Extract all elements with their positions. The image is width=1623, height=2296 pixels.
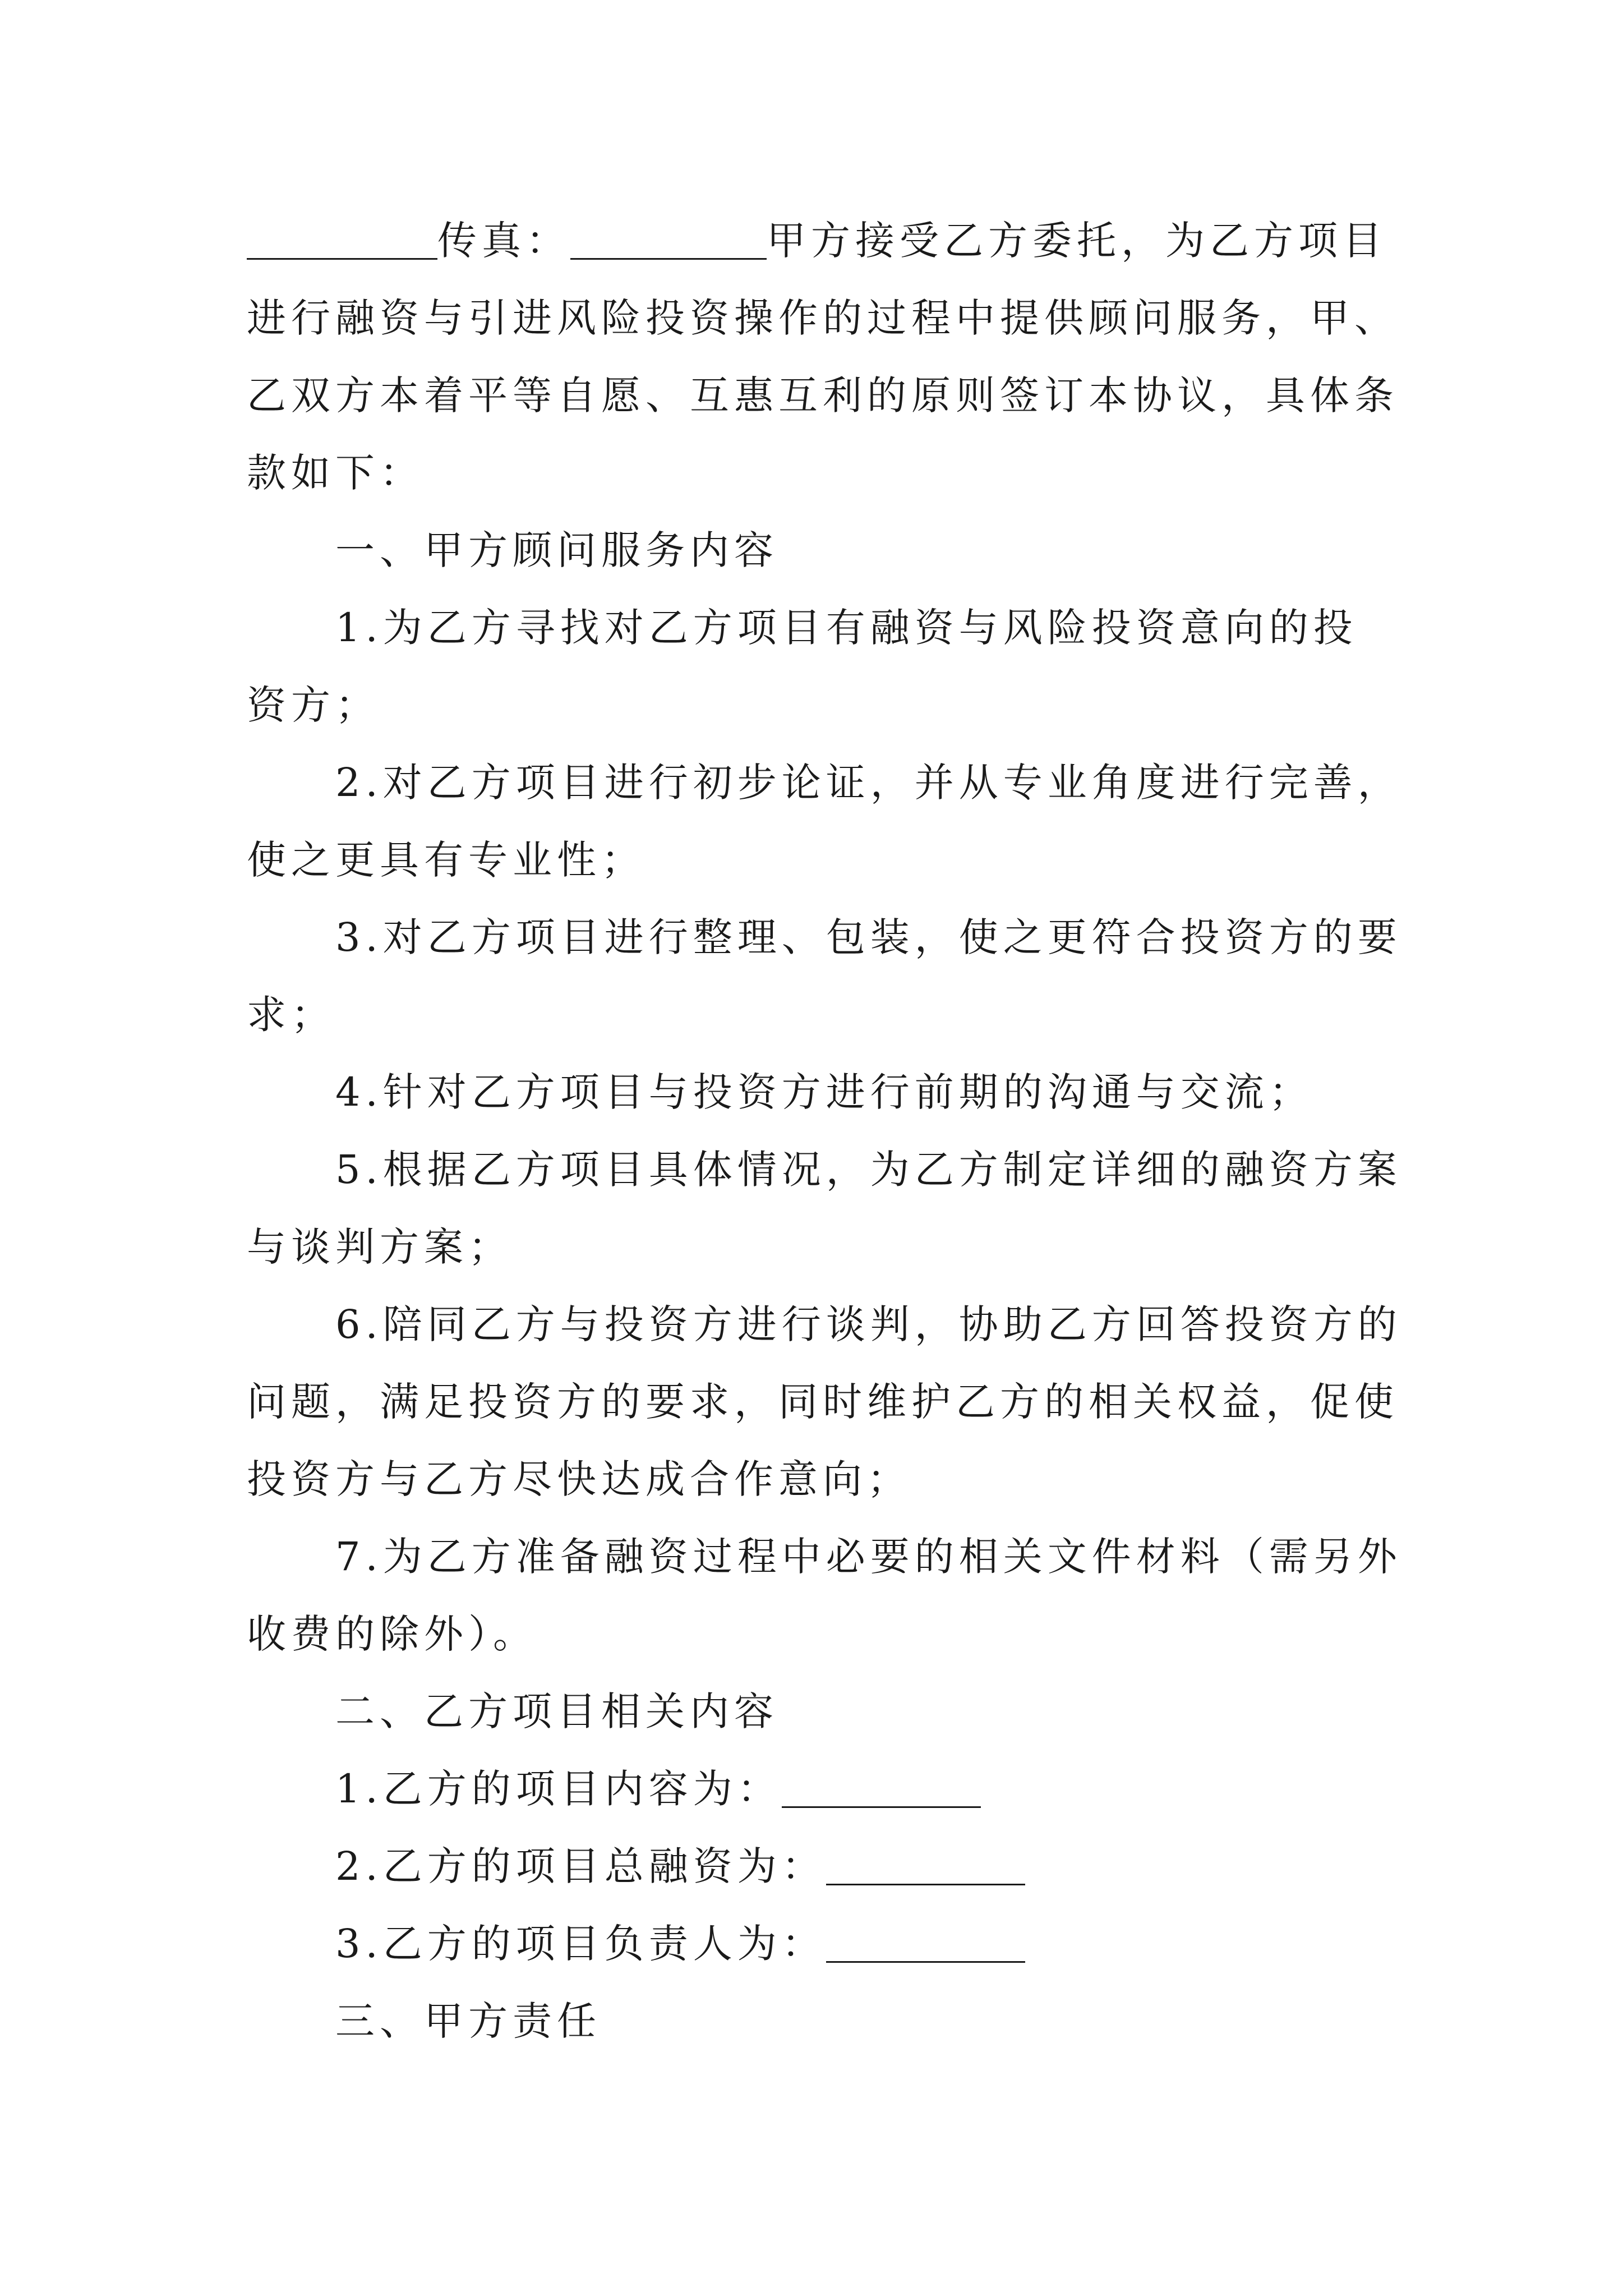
total-financing-label: 2.乙方的项目总融资为：: [335, 1843, 826, 1889]
intro-line-2: 进行融资与引进风险投资操作的过程中提供顾问服务，甲、: [247, 295, 1399, 341]
section-1-item-1: 1.为乙方寻找对乙方项目有融资与风险投资意向的投: [335, 605, 1358, 651]
section-1-item-2-cont: 使之更具有专业性；: [247, 837, 645, 883]
intro-line-3: 乙双方本着平等自愿、互惠互利的原则签订本协议，具体条: [247, 372, 1399, 418]
section-1-item-7-cont: 收费的除外）。: [247, 1611, 537, 1657]
section-1-item-7: 7.为乙方准备融资过程中必要的相关文件材料（需另外: [335, 1534, 1402, 1580]
section-1-heading: 一、甲方顾问服务内容: [335, 527, 778, 573]
section-1-item-5-cont: 与谈判方案；: [247, 1224, 513, 1270]
project-leader-blank: [826, 1961, 1025, 1963]
section-1-item-3-cont: 求；: [247, 992, 335, 1038]
section-2-item-3: [247, 1905, 1391, 1982]
section-2-heading: 二、乙方项目相关内容: [335, 1688, 778, 1734]
section-1-item-3: 3.对乙方项目进行整理、包装，使之更符合投资方的要: [335, 914, 1402, 960]
section-1-item-2: 2.对乙方项目进行初步论证，并从专业角度进行完善，: [335, 760, 1402, 806]
section-1-item-6: 6.陪同乙方与投资方进行谈判，协助乙方回答投资方的: [335, 1301, 1402, 1347]
document-body: [247, 202, 1402, 2060]
blank-before-fax: [247, 257, 437, 260]
section-1-item-5: 5.根据乙方项目具体情况，为乙方制定详细的融资方案: [335, 1147, 1402, 1193]
section-3-heading: 三、甲方责任: [335, 1998, 601, 2044]
intro-line-4: 款如下：: [247, 450, 424, 496]
section-1-item-1-cont: 资方；: [247, 682, 380, 728]
intro-line-1: [247, 202, 1391, 279]
section-2-item-2: [247, 1828, 1391, 1905]
project-content-label: 1.乙方的项目内容为：: [335, 1766, 782, 1812]
project-content-blank: [782, 1806, 981, 1808]
section-1-item-4: 4.针对乙方项目与投资方进行前期的沟通与交流；: [335, 1069, 1313, 1115]
fax-blank: [570, 257, 767, 260]
section-1-item-6-cont-1: 问题，满足投资方的要求，同时维护乙方的相关权益，促使: [247, 1379, 1399, 1425]
fax-label: 传真：: [437, 218, 570, 264]
intro-line-1-text: 甲方接受乙方委托，为乙方项目: [767, 218, 1387, 264]
project-leader-label: 3.乙方的项目负责人为：: [335, 1921, 826, 1967]
section-2-item-1: [247, 1750, 1391, 1828]
total-financing-blank: [826, 1883, 1025, 1885]
section-1-item-6-cont-2: 投资方与乙方尽快达成合作意向；: [247, 1456, 911, 1502]
